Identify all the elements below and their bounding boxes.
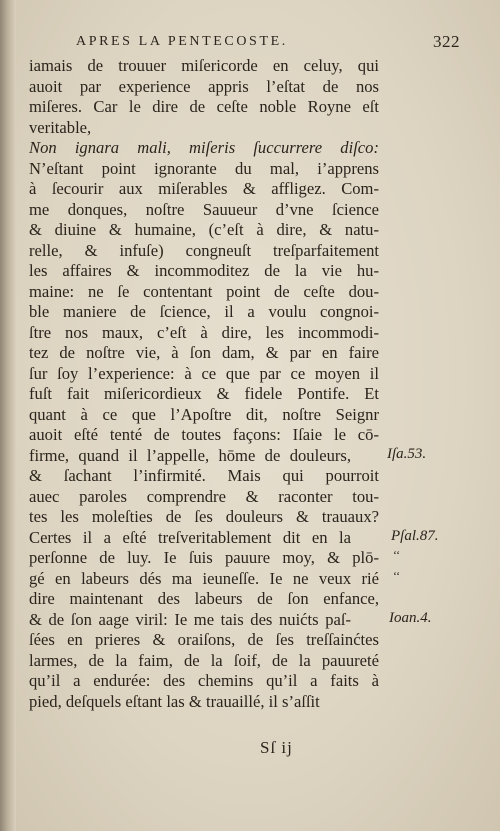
margin-note: Pſal.87. [391,527,439,544]
margin-note: ‘‘ [393,548,401,562]
text-line: & de ſon aage viril: Ie me tais des nuićts paſ- [29,609,351,629]
running-title: APRES LA PENTECOSTE. [76,34,288,49]
text-line: tes les moleſties de ſes douleurs & trauaux? [29,507,379,526]
signature-mark: Sſ ij [260,738,293,757]
text-line: tez de noſtre vie, à ſon dam, & par en faire [29,343,379,362]
margin-note: ‘‘ [393,568,401,583]
margin-note: Iſa.53. [387,445,427,462]
text-line: auec paroles comprendre & raconter tou- [29,486,379,506]
text-line: maine: ne ſe contentant point de ceſte dou- [29,281,379,301]
text-line: N’eſtant point ignorante du mal, i’apprens [29,158,379,178]
text-line: ſur ſoy l’experience: à ce que par ce moyen il [29,363,379,383]
text-line: gé en labeurs dés ma ieuneſſe. Ie ne veux rié [29,568,379,588]
text-line: Non ignara mali, miſeris ſuccurrere diſco: [29,138,379,157]
margin-note: Ioan.4. [389,609,432,626]
text-line: pied, deſquels eſtant las & trauaillé, il s’aſſit [29,691,320,711]
text-line: relle, & infuſe) congneuſt treſparfaitement [29,240,379,260]
text-line: les affaires & incommoditez de la vie hu- [29,261,379,280]
text-line: auoit par experience appris l’eſtat de nos [29,76,379,96]
body-text [29,56,439,712]
text-line: quant à ce que l’Apoſtre dit, noſtre Seignr [29,404,379,424]
text-line: dire maintenant des labeurs de ſon enfance, [29,589,379,608]
text-line: ſées en prieres & oraiſons, de ſes treſſainćtes [29,630,379,649]
text-line: ſtre nos maux, c’eſt à dire, les incommodi- [29,322,379,342]
text-line: auoit eſté tenté de toutes façons: Iſaie le cō- [29,425,379,444]
text-line: veritable, [29,117,92,137]
text-line: à ſecourir aux miſerables & affligez. Com- [29,179,379,198]
running-head [76,34,460,56]
text-line: larmes, de la faim, de la ſoif, de la pauureté [29,650,379,670]
text-line: me donques, noſtre Sauueur d’vne ſcience [29,199,379,219]
text-line: qu’il a endurée: des chemins qu’il a faits à [29,671,379,690]
page-gutter-shadow [0,0,16,831]
folio-number: 322 [433,32,460,51]
text-line: fuſt fait miſericordieux & fidele Pontife. Et [29,384,379,403]
text-line: perſonne de luy. Ie ſuis pauure moy, & plō- [29,548,379,567]
text-line: iamais de trouuer miſericorde en celuy, qui [29,56,379,75]
text-line: & diuine & humaine, (c’eſt à dire, & natu- [29,220,379,239]
text-line: ble maniere de ſcience, il a voulu congnoi- [29,302,379,321]
text-line: Certes il a eſté treſveritablement dit en la [29,527,351,547]
text-line: & ſachant l’infirmité. Mais qui pourroit [29,466,379,485]
text-line: miſeres. Car le dire de ceſte noble Royne eſt [29,97,379,116]
text-line: firme, quand il l’appelle, hōme de douleurs, [29,445,351,465]
